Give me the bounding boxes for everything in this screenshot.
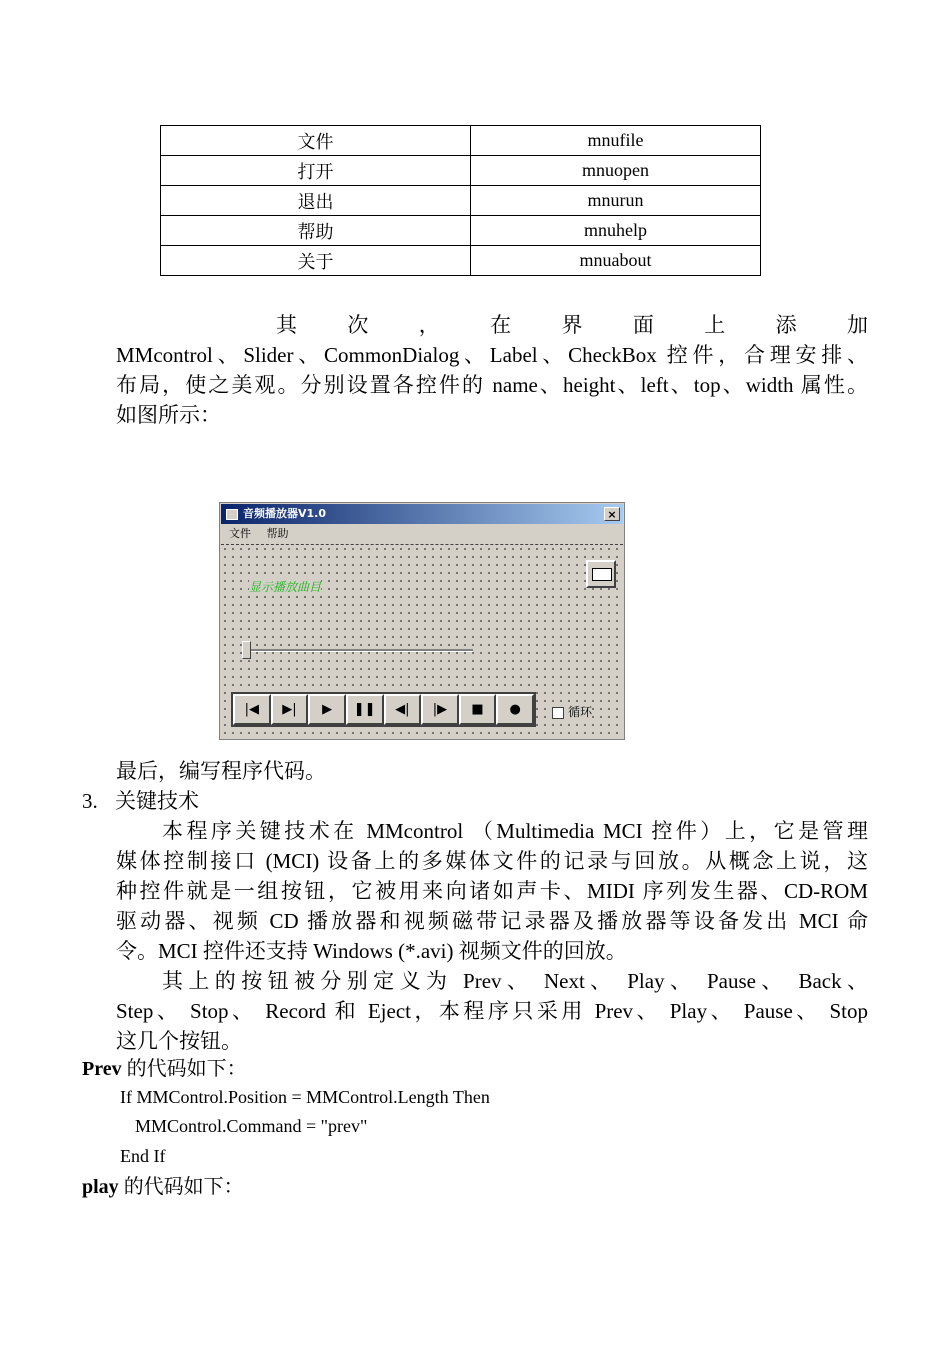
paragraph-controls-line2: MMcontrol、Slider、CommonDialog、Label、CheckBox 控件，合理安排、 <box>116 343 868 367</box>
slider-thumb[interactable] <box>242 641 251 659</box>
spread-char: 界 <box>561 313 583 337</box>
play-code-heading-text: 的代码如下： <box>118 1176 244 1198</box>
spread-char: 上 <box>704 313 726 337</box>
menu-name-cell: mnuopen <box>471 156 761 186</box>
paragraph-line: 令。MCI 控件还支持 Windows (*.avi) 视频文件的回放。 <box>116 939 627 963</box>
table-row <box>161 246 761 276</box>
paragraph-controls-line4: 如图所示： <box>116 403 221 427</box>
table-row <box>161 156 761 186</box>
mci-stop-button[interactable]: ■ <box>459 694 497 725</box>
paragraph-buttons <box>116 966 868 1056</box>
paragraph-finally: 最后，编写程序代码。 <box>116 759 326 783</box>
paragraph-mci-intro <box>116 816 868 966</box>
mci-pause-button[interactable]: ❚❚ <box>346 694 384 725</box>
menu-name-cell: mnuhelp <box>471 216 761 246</box>
menu-name-cell: mnuabout <box>471 246 761 276</box>
paragraph-line: 本程序关键技术在 MMcontrol （Multimedia MCI 控件）上，它是管理 <box>162 819 868 843</box>
spread-char: ， <box>418 313 440 337</box>
spread-char: 面 <box>632 313 654 337</box>
menu-caption-cell: 关于 <box>161 246 471 276</box>
menu-file[interactable]: 文件 <box>229 527 251 540</box>
code-line: If MMControl.Position = MMControl.Length Then <box>120 1087 490 1107</box>
player-window-screenshot <box>219 502 625 740</box>
mci-play-button[interactable]: ▶ <box>308 694 346 725</box>
loop-checkbox[interactable] <box>552 707 564 719</box>
section-heading <box>82 786 199 816</box>
menu-help[interactable]: 帮助 <box>266 527 289 540</box>
window-menubar <box>221 525 623 543</box>
play-code-heading <box>82 1172 244 1202</box>
paragraph-line: 媒体控制接口 (MCI) 设备上的多媒体文件的记录与回放。从概念上说，这 <box>116 849 868 873</box>
paragraph-line: 驱动器、视频 CD 播放器和视频磁带记录器及播放器等设备发出 MCI 命 <box>116 909 868 933</box>
table-row <box>161 216 761 246</box>
paragraph-line: 其上的按钮被分别定义为 Prev、 Next、 Play、 Pause、 Back、 <box>162 969 868 993</box>
menu-caption-cell: 帮助 <box>161 216 471 246</box>
menu-property-table <box>160 125 761 276</box>
mci-prev-button[interactable]: |◀ <box>233 694 271 725</box>
code-line: MMControl.Command = "prev" <box>135 1116 368 1136</box>
play-code-heading-keyword: play <box>82 1176 119 1198</box>
spread-char: 加 <box>847 313 868 337</box>
close-button[interactable]: × <box>604 507 620 521</box>
paragraph-controls-line1 <box>116 310 868 340</box>
spread-char: 其 <box>276 313 297 337</box>
mci-next-button[interactable]: ▶| <box>271 694 309 725</box>
slider-track <box>243 649 473 652</box>
paragraph-line: Step、 Stop、 Record 和 Eject，本程序只采用 Prev、 Play、 Pause、 Stop <box>116 999 868 1023</box>
menu-caption-cell: 打开 <box>161 156 471 186</box>
window-title-bar <box>221 504 623 524</box>
section-title: 关键技术 <box>115 789 199 813</box>
table-row <box>161 126 761 156</box>
menu-caption-cell: 文件 <box>161 126 471 156</box>
paragraph-controls-line3: 布局，使之美观。分别设置各控件的 name、height、left、top、width 属性。 <box>116 373 868 397</box>
prev-code-heading-keyword: Prev <box>82 1058 122 1080</box>
mci-control-bar <box>231 692 536 727</box>
common-dialog-icon <box>586 560 616 588</box>
loop-checkbox-label: 循环 <box>568 705 593 719</box>
spread-char: 添 <box>775 313 797 337</box>
menu-caption-cell: 退出 <box>161 186 471 216</box>
spread-char: 在 <box>490 313 512 337</box>
paragraph-line: 种控件就是一组按钮，它被用来向诸如声卡、MIDI 序列发生器、CD-ROM <box>116 879 868 903</box>
section-number: 3. <box>82 789 98 813</box>
code-line: End If <box>120 1146 166 1166</box>
form-design-area <box>221 544 623 738</box>
mci-step-button[interactable]: |▶ <box>421 694 459 725</box>
mci-back-button[interactable]: ◀| <box>384 694 422 725</box>
menu-name-cell: mnurun <box>471 186 761 216</box>
now-playing-label: 显示播放曲目 <box>249 580 322 594</box>
spread-char: 次 <box>347 313 369 337</box>
prev-code-heading <box>82 1054 247 1084</box>
paragraph-controls <box>116 310 868 430</box>
menu-name-cell: mnufile <box>471 126 761 156</box>
table-row <box>161 186 761 216</box>
mci-record-button[interactable]: ● <box>496 694 534 725</box>
window-title: 音频播放器V1.0 <box>243 507 326 520</box>
prev-code-heading-text: 的代码如下： <box>121 1058 247 1080</box>
app-icon <box>226 509 238 520</box>
paragraph-line: 这几个按钮。 <box>116 1029 242 1053</box>
